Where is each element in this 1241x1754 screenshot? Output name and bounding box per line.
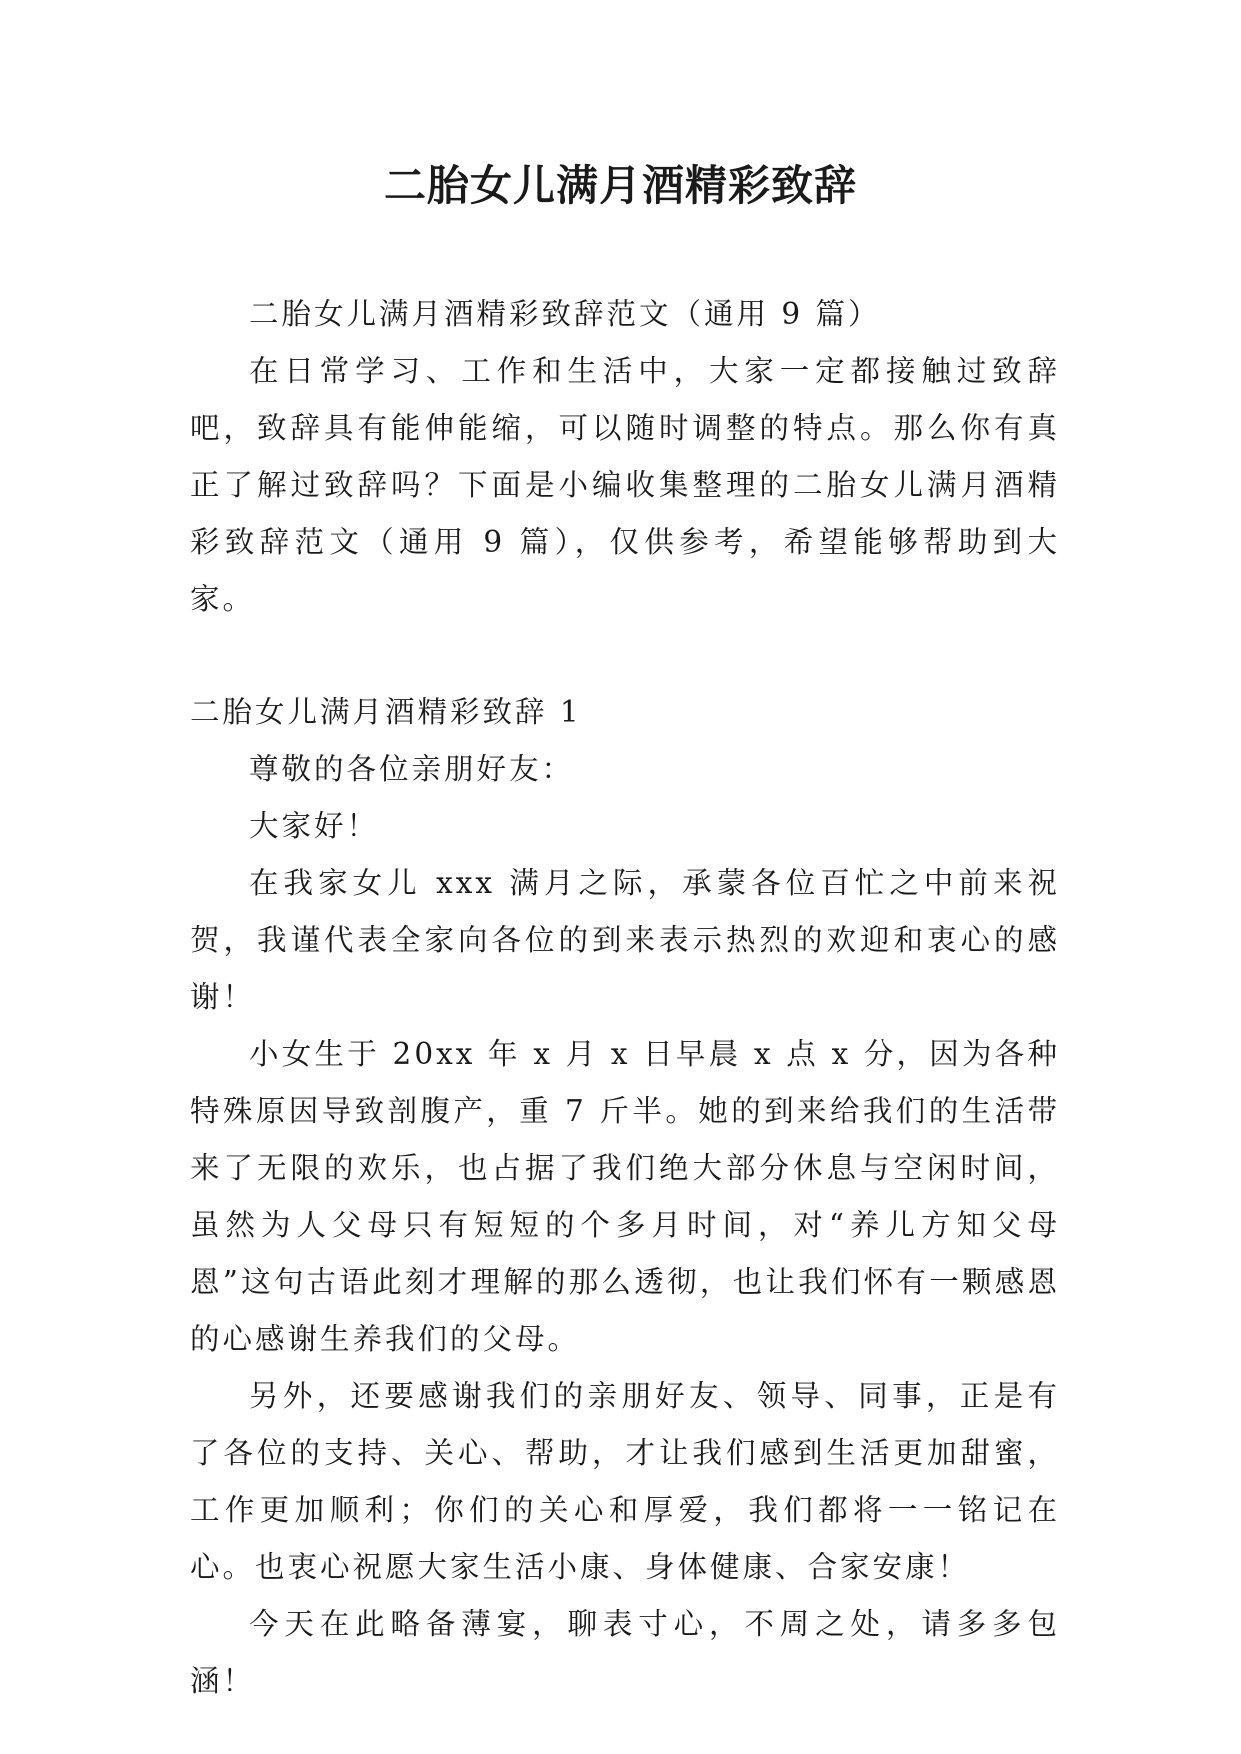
body-paragraph: 小女生于 20xx 年 x 月 x 日早晨 x 点 x 分，因为各种特殊原因导致剖腹产，重 7 斤半。她的到来给我们的生活带来了无限的欢乐，也占据了我们绝大部分休息与空闲时间，虽然为人父母只有短短的个多月时间，对“养儿方知父母恩”这句古语此刻才理解的那么透彻，也让我们怀有一颗感恩的心感谢生养我们的父母。	[190, 1037, 1060, 1356]
section-heading: 二胎女儿满月酒精彩致辞 1	[190, 695, 582, 729]
salutation: 尊敬的各位亲朋好友：	[249, 752, 575, 786]
intro-paragraph: 在日常学习、工作和生活中，大家一定都接触过致辞吧，致辞具有能伸能缩，可以随时调整的特点。那么你有真正了解过致辞吗？下面是小编收集整理的二胎女儿满月酒精彩致辞范文（通用 9 篇），仅供参考，希望能够帮助到大家。	[190, 354, 1060, 616]
document-body	[190, 286, 1060, 1710]
section-spacer	[190, 628, 1060, 684]
body-paragraph: 今天在此略备薄宴，聊表寸心，不周之处，请多多包涵！	[190, 1607, 1060, 1698]
document-subtitle: 二胎女儿满月酒精彩致辞范文（通用 9 篇）	[249, 297, 881, 331]
body-paragraph: 在我家女儿 xxx 满月之际，承蒙各位百忙之中前来祝贺，我谨代表全家向各位的到来表示热烈的欢迎和衷心的感谢！	[190, 866, 1060, 1014]
body-paragraph: 另外，还要感谢我们的亲朋好友、领导、同事，正是有了各位的支持、关心、帮助，才让我们感到生活更加甜蜜，工作更加顺利；你们的关心和厚爱，我们都将一一铭记在心。也衷心祝愿大家生活小康、身体健康、合家安康！	[190, 1379, 1060, 1584]
greeting: 大家好！	[249, 809, 380, 843]
document-title: 二胎女儿满月酒精彩致辞	[383, 161, 857, 210]
